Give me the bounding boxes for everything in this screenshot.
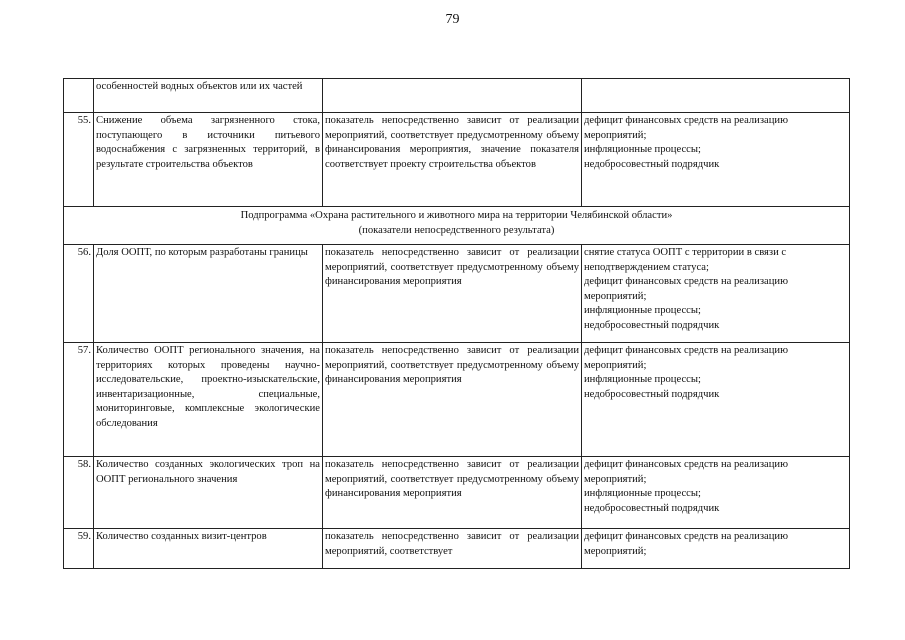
risk-item: инфляционные процессы; [584, 144, 701, 155]
row-number-cell: 57. [64, 343, 94, 457]
dependency-cell: показатель непосредственно зависит от реализации мероприятий, соответствует [323, 529, 582, 569]
dependency-cell: показатель непосредственно зависит от реализации мероприятий, соответствует предусмотренному объему финансирования мероприятия [323, 343, 582, 457]
section-row [64, 207, 850, 245]
section-subtitle: (показатели непосредственного результата) [358, 225, 555, 236]
indicator-name-cell: Снижение объема загрязненного стока, поступающего в источники питьевого водоснабжения с загрязненных территорий, в результате строительства объектов [94, 113, 323, 207]
section-heading-cell [64, 207, 850, 245]
indicator-name-cell: Количество ООПТ регионального значения, на территориях которых проведены научно-исследовательские, проектно-изыскательские, инвентаризационные, специальные, мониторинговые, комплексные экологические обследования [94, 343, 323, 457]
risk-item: дефицит финансовых средств на реализацию мероприятий; [584, 345, 788, 371]
section-title: Подпрограмма «Охрана растительного и животного мира на территории Челябинской области» [240, 210, 673, 221]
row-number-cell: 59. [64, 529, 94, 569]
risk-item: недобросовестный подрядчик [584, 158, 720, 170]
page-number: 79 [445, 12, 460, 27]
risk-item: инфляционные процессы; [584, 374, 701, 385]
risk-item: недобросовестный подрядчик [584, 502, 720, 514]
indicator-name-cell: Количество созданных визит-центров [94, 529, 323, 569]
dependency-cell [323, 79, 582, 113]
table-row [64, 457, 850, 529]
indicators-table [63, 78, 850, 569]
dependency-cell: показатель непосредственно зависит от реализации мероприятий, соответствует предусмотренному объему финансирования мероприятия [323, 457, 582, 529]
risk-item: недобросовестный подрядчик [584, 388, 720, 400]
row-number-cell: 56. [64, 245, 94, 343]
risks-cell [582, 79, 850, 113]
dependency-cell: показатель непосредственно зависит от реализации мероприятий, соответствует предусмотренному объему финансирования мероприятия [323, 245, 582, 343]
indicator-name-cell: Доля ООПТ, по которым разработаны границы [94, 245, 323, 343]
row-number-cell: 58. [64, 457, 94, 529]
risk-item: инфляционные процессы; [584, 305, 701, 316]
risks-cell [582, 245, 850, 343]
risks-cell [582, 529, 850, 569]
risk-item: инфляционные процессы; [584, 488, 701, 499]
risk-item: дефицит финансовых средств на реализацию мероприятий; [584, 531, 788, 557]
table-row [64, 79, 850, 113]
risk-item: снятие статуса ООПТ с территории в связи с неподтверждением статуса; [584, 247, 787, 273]
table-row [64, 529, 850, 569]
indicator-name-cell: Количество созданных экологических троп на ООПТ регионального значения [94, 457, 323, 529]
table-row [64, 245, 850, 343]
risk-item: недобросовестный подрядчик [584, 319, 720, 331]
dependency-cell: показатель непосредственно зависит от реализации мероприятий, соответствует предусмотренному объему финансирования мероприятия, значение показателя соответствует проекту строительства объектов [323, 113, 582, 207]
indicator-name-cell: особенностей водных объектов или их частей [94, 79, 323, 113]
risk-item: дефицит финансовых средств на реализацию мероприятий; [584, 115, 788, 141]
table-row [64, 113, 850, 207]
row-number-cell [64, 79, 94, 113]
risk-item: дефицит финансовых средств на реализацию мероприятий; [584, 459, 788, 485]
row-number-cell: 55. [64, 113, 94, 207]
table-row [64, 343, 850, 457]
risks-cell [582, 457, 850, 529]
risks-cell [582, 343, 850, 457]
risk-item: дефицит финансовых средств на реализацию мероприятий; [584, 276, 788, 302]
risks-cell [582, 113, 850, 207]
